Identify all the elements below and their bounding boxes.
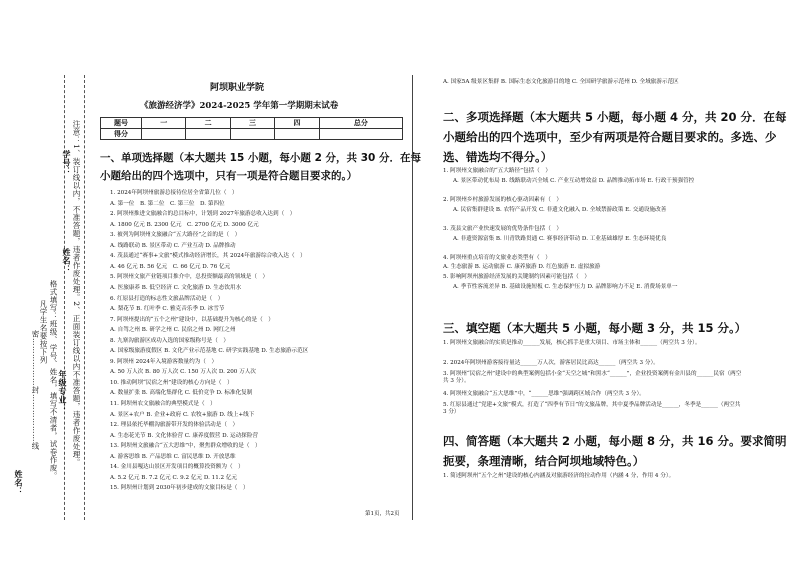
table-cell: 二 — [186, 118, 230, 129]
table-cell: 一 — [142, 118, 186, 129]
question-line: 3. 茂县文旅产业快速发展的优势条件包括（ ） — [443, 226, 562, 232]
name-label: 姓名： — [62, 248, 72, 274]
question-line: A. 梨花节 B. 红叶季 C. 雅克音乐季 D. 冰雪节 — [110, 306, 225, 313]
question-line: 6. 红原县打造的标志性文旅品牌活动是（ ） — [110, 295, 224, 302]
question-line: A. 景区带动优布局 B. 线路联动兴全域 C. 产业互动增效益 D. 品牌推动拓市场 E. 行政干预强管控 — [453, 178, 695, 184]
question-line: A. 5.2 亿元 B. 7.2 亿元 C. 9.2 亿元 D. 11.2 亿元 — [110, 474, 238, 481]
question-line: A. 景区+农户 B. 企业+政府 C. 农牧+旅游 D. 线上+线下 — [110, 411, 255, 418]
question-line: A. 50 万人次 B. 80 万人次 C. 150 万人次 D. 200 万人次 — [110, 369, 256, 376]
section4-title: 四、简答题（本大题共 2 小题，每小题 8 分，共 16 分。要求简明 — [443, 434, 787, 448]
question-line: A. 非遗资源富集 B. 川青铁路贯通 C. 赛事经济带动 D. 工业基础雄厚 E. 生态环境优良 — [453, 236, 667, 242]
section1-title: 一、单项选择题（本大题共 15 小题，每小题 2 分，共 30 分．在每 — [100, 152, 421, 164]
score-input-2[interactable] — [186, 129, 230, 140]
question-line: 15. 阿坝州计划到 2030年初步建成的文旅目标是（ ） — [110, 485, 249, 492]
grade-label: 年级专业： — [58, 370, 68, 413]
score-table — [100, 117, 403, 140]
question-line: 1. 阿坝州文旅融合的“五大路径”包括（ ） — [443, 168, 551, 174]
binding-notice-a: 凡学生名要按下列 — [39, 300, 48, 364]
fill-blank-question: 2. 2024年阿坝州游客接待量达______万人次，游客居民比高达______（两空共 3 分）。 — [443, 360, 659, 366]
question-line: A. 国家级旅游度假区 B. 文化产业示范基地 C. 研学实践基地 D. 生态旅游示范区 — [110, 348, 309, 355]
fill-blank-question: 4. 阿坝州文旅融合“五大思维”中，“______思维”强调跨区域合作（两空共 3 分）。 — [443, 391, 645, 397]
fill-blank-question: 5. 红原县通过“党建+文旅”模式，打造了“四季有节日”的文旅品牌，其中夏季品牌活动是______，冬季是______（两空共 3 分） — [443, 402, 741, 415]
section2-title-3: 选、错选均不得分。） — [443, 150, 553, 164]
question-line: 12. 理县依托毕棚沟旅游带开发的体验活动是（ ） — [110, 422, 239, 429]
question-line: A. 线路联动 B. 景区带动 C. 产业互动 D. 品牌推动 — [110, 242, 236, 249]
fill-blank-question: 3. 阿坝州“民宿之州”建设中的典型案例包括小金“天空之城”和黑水“______”，企业投资案例有金川县的______民宿（两空共 3 分）。 — [443, 371, 742, 384]
binding-notice: 注意：1、装订线以内，不准答题，违者作废处理。2、正面装订线以内不准答题，违者作废处理。 — [72, 120, 81, 467]
score-table-header-row — [101, 118, 403, 129]
exam-title: 《旅游经济学》2024-2025 学年第一学期期末试卷 — [140, 101, 339, 111]
question-line: A. 医旅康养 B. 低空经济 C. 文化旅游 D. 生态饮用水 — [110, 284, 242, 291]
question-line: 9. 阿坝州 2024年入境游客数量约为（ ） — [110, 358, 218, 365]
question-line: 7. 阿坝州提出的“五个之州”建设中，以基础提升为核心的是（ ） — [110, 316, 274, 323]
section4-title-2: 扼要，条理清晰，结合阿坝地域特色。） — [443, 454, 645, 468]
section2-title-2: 小题给出的四个选项中，至少有两项是符合题目要求的。多选、少 — [443, 130, 777, 144]
seal-line — [64, 75, 65, 520]
question-line: 10. 推动阿坝“民宿之州”建设的核心方向是（ ） — [110, 379, 233, 386]
question-line: 14. 金川县嘎达山景区开发项目的概算投资额为（ ） — [110, 464, 244, 471]
table-cell: 四 — [275, 118, 319, 129]
table-cell: 题号 — [101, 118, 142, 129]
school-name-label: 姓名： — [14, 470, 24, 496]
question-line: A. 游客思维 B. 产品思维 C. 富民思维 D. 开放思维 — [110, 453, 236, 460]
school-title: 阿坝职业学院 — [210, 83, 265, 93]
seal-line-text: 密………………封………………线 — [31, 330, 40, 450]
question-line: A. 民宿集群建设 B. 农特产品开发 C. 非遗文化融入 D. 全域禁游政策 E. 交通设施改善 — [453, 207, 667, 213]
question-line: 2. 阿坝州推进文旅融合的总目标中，计划到 2027年旅游总收入达到（ ） — [110, 211, 296, 218]
section3-title: 三、填空题（本大题共 5 小题，每小题 3 分，共 15 分。） — [443, 321, 747, 335]
score-input-1[interactable] — [142, 129, 186, 140]
question-line: 11. 阿坝州农文旅融合的典型模式是（ ） — [110, 401, 216, 407]
question-line: 4. 阿坝州重点培育的文旅业态类型有（ ） — [443, 255, 551, 261]
student-id-label: 学号： — [62, 150, 72, 176]
table-cell: 三 — [230, 118, 274, 129]
question-line: 8. 九寨沟旅游区成功入选的国家级称号是（ ） — [110, 337, 229, 344]
question-line: A. 自驾之州 B. 研学之州 C. 民宿之州 D. 网红之州 — [110, 327, 236, 334]
table-cell: 得分 — [101, 129, 142, 140]
score-table-score-row — [101, 129, 403, 140]
question-line: A. 46 亿元 B. 56 亿元 C. 66 亿元 D. 76 亿元 — [110, 263, 231, 270]
fill-blank-question: 1. 阿坝州文旅融合的实质是推动______发展，核心抓手是重大项目、市场主体和______（两空共 3 分）。 — [443, 340, 701, 346]
column-divider — [412, 75, 413, 520]
seal-line-inner — [84, 75, 85, 520]
page-footer: 第1页，共2页 — [365, 511, 400, 517]
question-line: 2. 阿坝州乡村旅游发展的核心驱动因素有（ ） — [443, 197, 562, 203]
question-line: 5. 阿坝州文旅产业链项目推介中，总投资额最高的领域是（ ） — [110, 274, 269, 281]
question-line: A. 季节性客流差异 B. 基础设施短板 C. 生态保护压力 D. 品牌影响力不足 E. 消费场景单一 — [453, 284, 678, 290]
binding-notice-b: 格式填写：班级、学号、姓名，填写不清者，试卷作废。 — [49, 280, 58, 480]
score-input-4[interactable] — [275, 129, 319, 140]
table-cell: 总分 — [319, 118, 402, 129]
question-line: A. 生态花光节 B. 文化体验营 C. 康养度假营 D. 运动探险营 — [110, 432, 258, 439]
question-line: A. 数量扩张 B. 高端化集群化 C. 低价竞争 D. 标准化复制 — [110, 390, 253, 397]
question-line: 1. 2024年阿坝州旅游总接待位居全省第几位（ ） — [110, 190, 238, 196]
section1-title-2: 小题给出的四个选项中，只有一项是符合题目要求的。） — [100, 170, 358, 182]
question-line: 4. 茂县通过“赛事+文旅”模式推动经济增长，其 2024年旅游综合收入达（ ） — [110, 253, 306, 260]
binding-margin — [0, 0, 88, 561]
short-answer-q1: 1. 简述阿坝州“五个之州”建设的核心内涵及对旅游经济的拉动作用（内涵 4 分，作用 4 分）。 — [443, 473, 675, 479]
question-line: 5. 影响阿坝州旅游经济发展的关键制约因素可能包括（ ） — [443, 274, 590, 280]
question-line: A. 第一位 B. 第二位 C. 第三位 D. 第四位 — [110, 200, 225, 207]
question-line: 13. 阿坝州文旅融合“五大思维”中，聚焦群众增收的是（ ） — [110, 443, 261, 450]
score-input-3[interactable] — [230, 129, 274, 140]
question-line: A. 生态旅游 B. 运动旅游 C. 康养旅游 D. 红色旅游 E. 虚拟旅游 — [443, 264, 601, 270]
score-input-total[interactable] — [319, 129, 402, 140]
question-line: A. 1800 亿元 B. 2300 亿元 C. 2700 亿元 D. 3000 亿元 — [110, 221, 259, 228]
question-line: 3. 被列为阿坝州文旅融合“五大路径”之首的是（ ） — [110, 232, 241, 239]
q15-options: A. 国家5A 级景区集群 B. 国际生态文化旅游目的地 C. 全国研学旅游示范州 D. 全域旅游示范区 — [443, 79, 679, 85]
section2-title: 二、多项选择题（本大题共 5 小题，每小题 4 分，共 20 分．在每 — [443, 110, 787, 124]
